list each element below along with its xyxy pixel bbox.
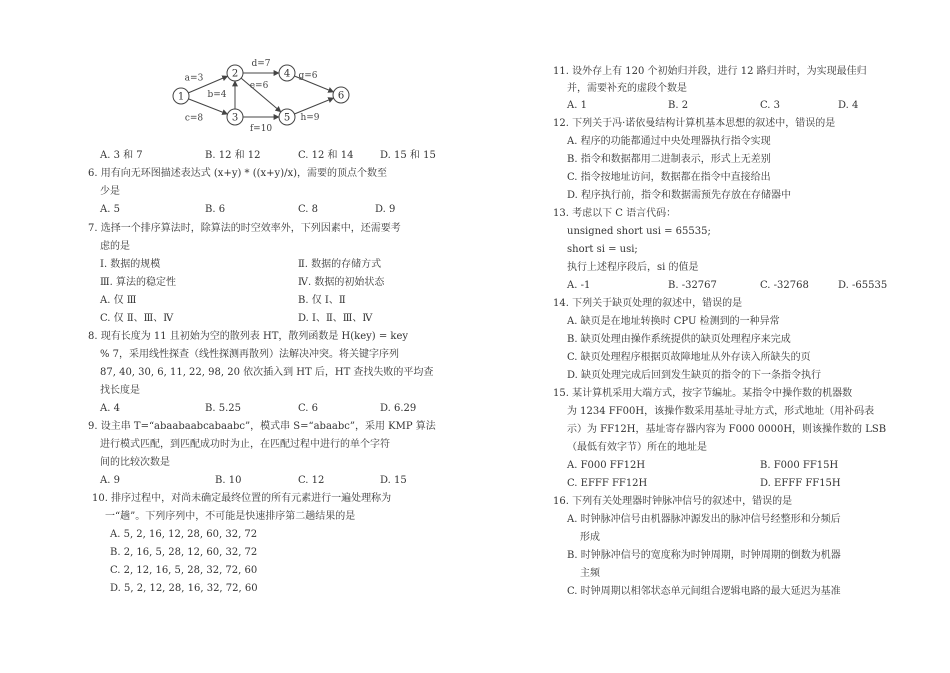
option[interactable]: D. 15 — [380, 475, 407, 486]
question-text: 12. 下列关于冯·诺依曼结构计算机基本思想的叙述中，错误的是 — [553, 118, 836, 129]
option[interactable]: D. -65535 — [838, 280, 888, 291]
option[interactable]: B. 时钟脉冲信号的宽度称为时钟周期，时钟周期的倒数为机器 — [567, 550, 841, 561]
option[interactable]: C. 3 — [760, 100, 781, 111]
question-text: 6. 用有向无环图描述表达式 (x+y) * ((x+y)/x)，需要的顶点个数至 — [88, 168, 388, 179]
option-continuation: 主频 — [580, 568, 600, 579]
option[interactable]: A. 4 — [100, 403, 120, 414]
edge-label: d=7 — [251, 59, 271, 69]
question-text: 11. 设外存上有 120 个初始归并段，进行 12 路归并时，为实现最佳归 — [553, 66, 867, 77]
code-line: short si = usi; — [567, 244, 638, 255]
option-continuation: 形成 — [580, 532, 600, 543]
option[interactable]: A. 缺页是在地址转换时 CPU 检测到的一种异常 — [567, 316, 780, 327]
option[interactable]: D. 程序执行前，指令和数据需预先存放在存储器中 — [567, 190, 792, 201]
question-text: （最低有效字节）所在的地址是 — [567, 442, 707, 453]
dag-graph — [165, 58, 365, 158]
option[interactable]: C. 缺页处理程序根据页故障地址从外存读入所缺失的页 — [567, 352, 811, 363]
graph-edge — [294, 98, 333, 114]
question-text: 10. 排序过程中，对尚未确定最终位置的所有元素进行一遍处理称为 — [92, 493, 392, 504]
option[interactable]: B. F000 FF15H — [760, 460, 839, 471]
option[interactable]: B. -32767 — [668, 280, 717, 291]
code-line: unsigned short usi = 65535; — [567, 226, 711, 237]
option[interactable]: D. 4 — [838, 100, 859, 111]
option[interactable]: D. EFFF FF15H — [760, 478, 841, 489]
option[interactable]: B. 10 — [215, 475, 242, 486]
question-text: 8. 现有长度为 11 且初始为空的散列表 HT，散列函数是 H(key) = key — [88, 331, 409, 342]
question-text: 间的比较次数是 — [100, 457, 170, 468]
option[interactable]: A. 1 — [567, 100, 587, 111]
option[interactable]: D. 缺页处理完成后回到发生缺页的指令的下一条指令执行 — [567, 370, 822, 381]
option[interactable]: B. 缺页处理由操作系统提供的缺页处理程序来完成 — [567, 334, 791, 345]
question-text: 少是 — [100, 186, 120, 197]
question-text: 示）为 FF12H，基址寄存器内容为 F000 0000H，则该操作数的 LSB — [567, 424, 887, 435]
option[interactable]: C. EFFF FF12H — [567, 478, 648, 489]
list-item: Ⅰ. 数据的规模 — [100, 259, 161, 270]
graph-node-label: 5 — [283, 112, 291, 124]
list-item: Ⅳ. 数据的初始状态 — [298, 277, 385, 288]
option[interactable]: C. 时钟周期以相邻状态单元间组合逻辑电路的最大延迟为基准 — [567, 586, 841, 597]
edge-label: e=6 — [249, 81, 269, 91]
question-text: 15. 某计算机采用大端方式，按字节编址。某指令中操作数的机器数 — [553, 388, 853, 399]
option[interactable]: C. 6 — [298, 403, 319, 414]
option[interactable]: A. 5, 2, 16, 12, 28, 60, 32, 72 — [110, 529, 258, 540]
option[interactable]: A. 时钟脉冲信号由机器脉冲源发出的脉冲信号经整形和分频后 — [567, 514, 841, 525]
option[interactable]: C. 2, 12, 16, 5, 28, 32, 72, 60 — [110, 565, 258, 576]
option[interactable]: B. 2 — [668, 100, 689, 111]
option[interactable]: A. -1 — [567, 280, 591, 291]
list-item: Ⅲ. 算法的稳定性 — [100, 277, 177, 288]
question-text: 一“趟”。下列序列中，不可能是快速排序第二趟结果的是 — [105, 511, 356, 522]
question-text: 执行上述程序段后，si 的值是 — [567, 262, 699, 273]
option[interactable]: B. 12 和 12 — [205, 150, 261, 161]
list-item: Ⅱ. 数据的存储方式 — [298, 259, 382, 270]
option[interactable]: B. 6 — [205, 204, 226, 215]
option[interactable]: D. 15 和 15 — [380, 150, 436, 161]
question-text: 7. 选择一个排序算法时，除算法的时空效率外，下列因素中，还需要考 — [88, 223, 401, 234]
option[interactable]: A. 5 — [100, 204, 120, 215]
graph-node-label: 4 — [283, 68, 291, 80]
question-text: 并，需要补充的虚段个数是 — [567, 83, 687, 94]
question-text: 为 1234 FF00H，该操作数采用基址寻址方式，形式地址（用补码表 — [567, 406, 875, 417]
question-text: % 7，采用线性探查（线性探测再散列）法解决冲突。将关键字序列 — [100, 349, 400, 360]
option[interactable]: B. 指令和数据都用二进制表示，形式上无差别 — [567, 154, 771, 165]
question-text: 虑的是 — [100, 241, 130, 252]
question-text: 87, 40, 30, 6, 11, 22, 98, 20 依次插入到 HT 后，HT 查找失败的平均查 — [100, 367, 434, 378]
question-text: 进行模式匹配，到匹配成功时为止，在匹配过程中进行的单个字符 — [100, 439, 390, 450]
option[interactable]: D. Ⅰ、Ⅱ、Ⅲ、Ⅳ — [298, 313, 373, 324]
edge-label: c=8 — [184, 113, 204, 124]
question-text: 找长度是 — [100, 385, 140, 396]
option[interactable]: A. 9 — [100, 475, 120, 486]
option[interactable]: C. 12 和 14 — [298, 150, 354, 161]
option[interactable]: B. 5.25 — [205, 403, 241, 414]
option[interactable]: A. F000 FF12H — [567, 460, 646, 471]
edge-label: a=3 — [184, 73, 204, 84]
edge-label: g=6 — [298, 71, 318, 81]
question-text: 9. 设主串 T=“abaabaabcabaabc”，模式串 S=“abaabc”，采用 KMP 算法 — [88, 421, 436, 432]
option[interactable]: C. 8 — [298, 204, 319, 215]
edge-label: f=10 — [249, 124, 273, 134]
option[interactable]: B. 2, 16, 5, 28, 12, 60, 32, 72 — [110, 547, 258, 558]
question-text: 14. 下列关于缺页处理的叙述中，错误的是 — [553, 298, 743, 309]
graph-node-label: 2 — [231, 68, 239, 80]
option[interactable]: C. 仅 Ⅱ、Ⅲ、Ⅳ — [100, 313, 174, 324]
option[interactable]: A. 3 和 7 — [100, 150, 143, 161]
graph-node-label: 1 — [177, 91, 185, 103]
edge-label: b=4 — [207, 90, 227, 100]
option[interactable]: D. 5, 2, 12, 28, 16, 32, 72, 60 — [110, 583, 258, 594]
graph-node-label: 3 — [231, 112, 239, 124]
question-text: 13. 考虑以下 C 语言代码： — [553, 208, 677, 219]
graph-node-label: 6 — [337, 90, 345, 102]
option[interactable]: A. 程序的功能都通过中央处理器执行指令实现 — [567, 136, 771, 147]
option[interactable]: D. 6.29 — [380, 403, 417, 414]
graph-edge — [188, 99, 227, 114]
option[interactable]: C. 12 — [298, 475, 325, 486]
option[interactable]: D. 9 — [375, 204, 396, 215]
question-text: 16. 下列有关处理器时钟脉冲信号的叙述中，错误的是 — [553, 496, 793, 507]
edge-label: h=9 — [300, 113, 320, 123]
option[interactable]: B. 仅 Ⅰ、Ⅱ — [298, 295, 346, 306]
option[interactable]: A. 仅 Ⅲ — [100, 295, 137, 306]
option[interactable]: C. 指令按地址访问，数据都在指令中直接给出 — [567, 172, 771, 183]
option[interactable]: C. -32768 — [760, 280, 809, 291]
